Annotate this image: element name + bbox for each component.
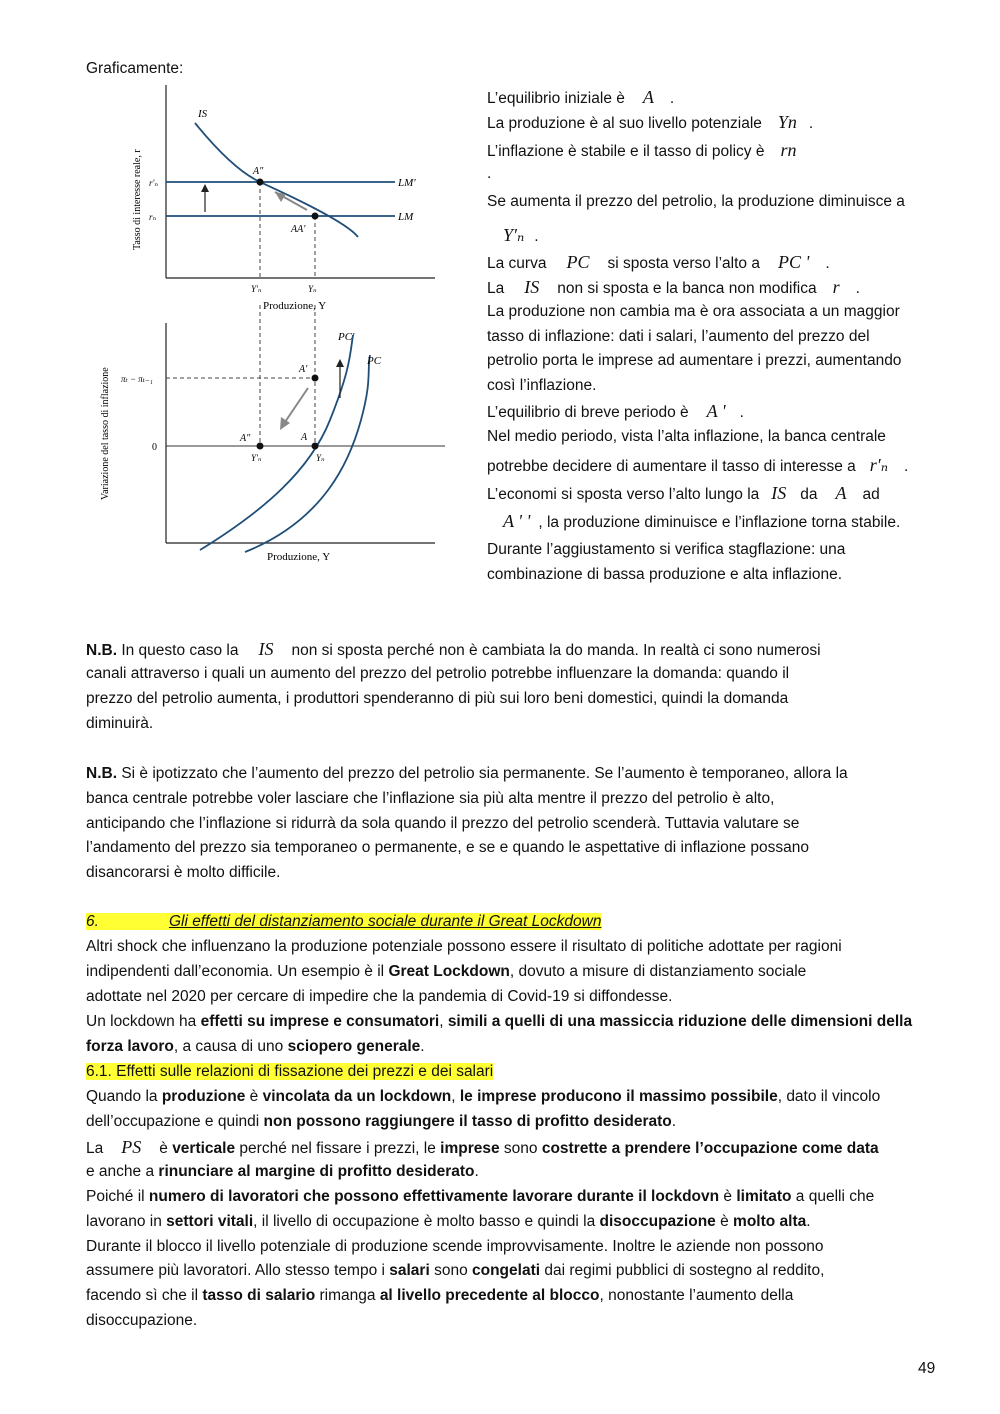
bold-text: limitato [736, 1188, 792, 1205]
bold-text: verticale [172, 1140, 236, 1157]
math-is: IS [258, 639, 274, 659]
text: In questo caso la [121, 642, 239, 659]
bottom-a-label: A [301, 432, 308, 443]
text: . [806, 1213, 811, 1230]
text: lavorano in [86, 1213, 167, 1230]
nb-label: N.B. [86, 642, 117, 659]
bottom-point-a-prime [312, 375, 319, 382]
right-line-17: Durante l’aggiustamento si verifica stagflazione: una [487, 541, 846, 558]
text: è [719, 1188, 737, 1205]
bold-text: costrette a prendere l’occupazione come data [541, 1140, 879, 1157]
bottom-point-a [312, 443, 319, 450]
right-line-7 [487, 277, 860, 299]
right-line-11: così l’inflazione. [487, 377, 597, 394]
text: . [904, 458, 909, 475]
text: La [487, 280, 505, 297]
text: è [159, 1140, 173, 1157]
right-line-3 [487, 140, 796, 162]
text: , [439, 1013, 448, 1030]
bottom-panel [100, 305, 445, 563]
top-y-label: Tasso di interesse reale, r [132, 149, 143, 250]
bold-text: settori vitali [166, 1213, 254, 1230]
right-line-10: petrolio porta le imprese ad aumentare i prezzi, aumentando [487, 352, 902, 369]
bold-text: al livello precedente al blocco [379, 1287, 600, 1304]
section-6-heading [86, 912, 601, 932]
nb1-line-1 [86, 639, 821, 661]
sec61-line-2 [86, 1112, 676, 1132]
right-line-1 [487, 87, 674, 109]
text: La [86, 1140, 104, 1157]
sec61-line-1 [86, 1087, 880, 1107]
top-a2-label: A" [253, 166, 264, 177]
pc-curve [245, 355, 370, 552]
right-line-6 [487, 252, 830, 274]
text: potrebbe decidere di aumentare il tasso di interesse a [487, 458, 856, 475]
bold-text: rinunciare al margine di profitto desiderato [158, 1163, 475, 1180]
nb2-line-1 [86, 764, 848, 784]
sec61-line-9 [86, 1286, 793, 1306]
bottom-tick-yprime: Y'ₙ [251, 453, 262, 463]
text: rimanga [315, 1287, 380, 1304]
bottom-point-a2 [257, 443, 264, 450]
math-yn-prime: Y′ₙ [503, 225, 525, 245]
sec6-line-2 [86, 962, 806, 982]
is-lm-pc-figure [95, 80, 460, 570]
bottom-tick-pi: πₜ − πₜ₋₁ [121, 374, 153, 384]
bottom-up-arrowhead [336, 359, 344, 367]
text: assumere più lavoratori. Allo stesso tempo i [86, 1262, 390, 1279]
section-6-highlight [86, 913, 601, 930]
bold-text: produzione [161, 1088, 246, 1105]
nb1-line-3: prezzo del petrolio aumenta, i produttori spenderanno di più sui loro beni domestici, quindi la domanda [86, 690, 789, 707]
right-line-5 [503, 225, 539, 247]
text: La produzione è al suo livello potenziale [487, 115, 762, 132]
bold-text: numero di lavoratori che possono effettivamente lavorare durante il lockdovn [148, 1188, 720, 1205]
bold-text: non possono raggiungere il tasso di profitto desiderato [263, 1113, 672, 1130]
text: e anche a [86, 1163, 159, 1180]
text: . [669, 90, 675, 107]
text: a quelli che [791, 1188, 875, 1205]
nb1-line-2: canali attraverso i quali un aumento del prezzo del petrolio potrebbe influenzare la domanda: quando il [86, 665, 790, 682]
text: indipendenti dall’economia. Un esempio è il [86, 963, 389, 980]
right-line-9: tasso di inflazione: dati i salari, l’aumento del prezzo del [487, 328, 870, 345]
bold-text: imprese [440, 1140, 500, 1157]
intro-text: Graficamente: [86, 60, 184, 77]
text: Quando la [86, 1088, 162, 1105]
section-title: Gli effetti del distanziamento sociale durante il Great Lockdown [168, 913, 602, 930]
sec6-line-3: adottate nel 2020 per cercare di impedire che la pandemia di Covid-19 si diffondesse. [86, 988, 673, 1005]
is-curve [195, 123, 358, 237]
right-line-2 [487, 112, 813, 134]
text: , nonostante l’aumento della [599, 1287, 794, 1304]
text: . [420, 1038, 425, 1055]
sec61-line-10: disoccupazione. [86, 1312, 198, 1329]
top-tick-r: rₙ [149, 212, 157, 222]
text: . [671, 1113, 677, 1130]
bottom-tick-y: Yₙ [316, 453, 325, 463]
text: L’equilibrio di breve periodo è [487, 404, 689, 421]
sec61-line-3 [86, 1137, 879, 1159]
text: , la produzione diminuisce e l’inflazione torna stabile. [538, 514, 901, 531]
right-line-13: Nel medio periodo, vista l’alta inflazione, la banca centrale [487, 428, 886, 445]
top-tick-yprime: Y'ₙ [251, 284, 262, 294]
top-x-label: Produzione, Y [263, 300, 327, 312]
text: è [245, 1088, 263, 1105]
text: , dovuto a misure di distanziamento sociale [509, 963, 807, 980]
math-pc: PC [566, 252, 590, 272]
text: L’equilibrio iniziale è [487, 90, 625, 107]
math-a-prime: A ' [706, 401, 726, 421]
nb2-line-5: disancorarsi è molto difficile. [86, 864, 281, 881]
pc-prime-label: PC' [338, 331, 355, 343]
math-ps: PS [121, 1137, 142, 1157]
text: dai regimi pubblici di sostegno al reddito, [540, 1262, 825, 1279]
math-a-double-prime: A ' ' [503, 511, 531, 531]
text: è [715, 1213, 734, 1230]
nb2-line-3: anticipando che l’inflazione si ridurrà da sola quando il prezzo del petrolio scenderà. Tuttavia valutare se [86, 815, 800, 832]
bold-text: Great Lockdown [388, 963, 510, 980]
text: L’inflazione è stabile e il tasso di policy è [487, 143, 765, 160]
right-line-15 [487, 483, 880, 505]
text: ad [862, 486, 880, 503]
right-line-14 [487, 455, 908, 477]
math-pc-prime: PC ' [777, 252, 810, 272]
top-tick-y: Yₙ [308, 284, 317, 294]
right-line-16 [503, 511, 900, 533]
text: L’economi si sposta verso l’alto lungo la [487, 486, 760, 503]
text: , a causa di uno [173, 1038, 288, 1055]
nb1-line-4: diminuirà. [86, 715, 154, 732]
top-up-arrowhead [201, 184, 209, 192]
sec6-line-5 [86, 1037, 425, 1057]
bold-text: forza lavoro [86, 1038, 174, 1055]
bottom-y-label: Variazione del tasso di inflazione [100, 367, 111, 500]
math-a: A [642, 87, 654, 107]
bottom-move-arrowhead [280, 417, 290, 430]
top-tick-rprime: r'ₙ [149, 178, 159, 188]
text: . [534, 228, 539, 245]
text: non si sposta e la banca non modifica [557, 280, 817, 297]
math-rn-prime: r′ₙ [869, 455, 889, 475]
text: . [855, 280, 860, 297]
math-r: r [832, 277, 840, 297]
sec61-line-5 [86, 1187, 874, 1207]
nb2-line-4: l’andamento del prezzo sia temporaneo o permanente, e se e quando le aspettative di inflazione possano [86, 839, 809, 856]
text: . [739, 404, 744, 421]
bold-text: simili a quelli di una massiccia riduzione delle dimensioni della [447, 1013, 913, 1030]
bold-text: congelati [472, 1262, 541, 1279]
sec61-line-8 [86, 1261, 824, 1281]
text: dell’occupazione e quindi [86, 1113, 264, 1130]
sec6-line-1: Altri shock che influenzano la produzione potenziale possono essere il risultato di politiche adottate per ragioni [86, 938, 842, 955]
text: . [825, 255, 830, 272]
bottom-a-prime-label: A' [299, 364, 308, 375]
is-label: IS [198, 108, 208, 120]
sec61-line-6 [86, 1212, 811, 1232]
math-is: IS [524, 277, 540, 297]
text: Si è ipotizzato che l’aumento del prezzo del petrolio sia permanente. Se l’aumento è temporaneo, allora la [121, 765, 848, 782]
bottom-x-label: Produzione, Y [267, 551, 331, 563]
math-is: IS [771, 483, 787, 503]
sec61-line-7: Durante il blocco il livello potenziale di produzione scende improvvisamente. Inoltre le aziende non possono [86, 1238, 824, 1255]
text: , dato il vincolo [777, 1088, 881, 1105]
lm-label: LM [398, 211, 414, 223]
bold-text: salari [389, 1262, 430, 1279]
text: non si sposta perché non è cambiata la do manda. In realtà ci sono numerosi [291, 642, 821, 659]
right-line-18: combinazione di bassa produzione e alta inflazione. [487, 566, 843, 583]
text: , il livello di occupazione è molto basso e quindi la [253, 1213, 600, 1230]
bold-text: effetti su imprese e consumatori [200, 1013, 440, 1030]
section-number: 6. [86, 913, 99, 930]
pc-prime-curve [200, 335, 353, 550]
text: . [808, 115, 814, 132]
text: . [474, 1163, 479, 1180]
nb2-line-2: banca centrale potrebbe voler lasciare che l’inflazione sia più alta mentre il prezzo del petrolio è alto, [86, 790, 775, 807]
bottom-a2-label: A" [240, 433, 251, 444]
right-line-12 [487, 401, 744, 423]
text: perché nel fissare i prezzi, le [235, 1140, 441, 1157]
top-aa-label: AA' [291, 224, 306, 235]
bold-text: tasso di salario [202, 1287, 316, 1304]
text: La curva [487, 255, 547, 272]
text: Poiché il [86, 1188, 149, 1205]
page-number: 49 [918, 1360, 936, 1377]
bottom-tick-zero: 0 [152, 442, 157, 453]
math-yn: Yn [777, 112, 797, 132]
section-61-title: 6.1. Effetti sulle relazioni di fissazione dei prezzi e dei salari [86, 1063, 494, 1080]
right-line-8: La produzione non cambia ma è ora associata a un maggior [487, 303, 900, 320]
pc-label: PC [367, 355, 382, 367]
top-panel [132, 85, 435, 312]
bold-text: disoccupazione [599, 1213, 716, 1230]
bold-text: vincolata da un lockdown [262, 1088, 452, 1105]
sec61-line-4 [86, 1162, 479, 1182]
lm-prime-label: LM' [398, 177, 416, 189]
right-line-4: Se aumenta il prezzo del petrolio, la produzione diminuisce a [487, 193, 905, 210]
sec6-line-4 [86, 1012, 912, 1032]
bottom-move-arrow [283, 388, 308, 425]
nb-label: N.B. [86, 765, 117, 782]
text: da [800, 486, 818, 503]
math-a: A [835, 483, 847, 503]
text: facendo sì che il [86, 1287, 203, 1304]
text: si sposta verso l’alto a [607, 255, 760, 272]
text: , [451, 1088, 460, 1105]
bold-text: le imprese producono il massimo possibile [459, 1088, 778, 1105]
text: sono [499, 1140, 542, 1157]
math-rn: rn [780, 140, 797, 160]
bold-text: molto alta [733, 1213, 807, 1230]
right-line-3b: . [487, 165, 492, 182]
section-61-heading [86, 1062, 493, 1082]
bold-text: sciopero generale [287, 1038, 421, 1055]
text: sono [429, 1262, 472, 1279]
top-point-a [312, 213, 319, 220]
text: Un lockdown ha [86, 1013, 201, 1030]
top-point-a2 [257, 179, 264, 186]
